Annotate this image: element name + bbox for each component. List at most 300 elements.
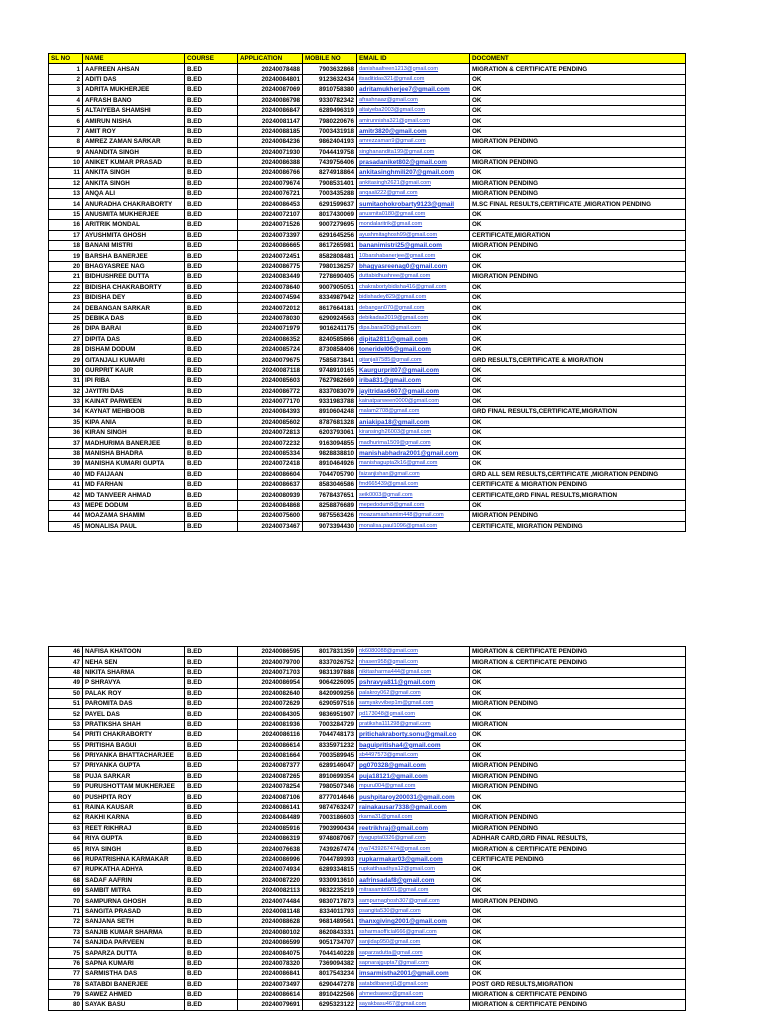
row-sl-no: 67 — [49, 865, 83, 875]
row-application: 20240084801 — [238, 74, 303, 84]
row-sl-no: 58 — [49, 771, 83, 781]
row-email-link[interactable]: aniakipa18@gmail.com — [357, 417, 470, 427]
table-row — [49, 74, 686, 84]
row-email-link[interactable]: ankitasinghmili207@gmail.com — [357, 168, 470, 178]
row-document-status: OK — [470, 750, 686, 760]
row-application: 20240072012 — [238, 303, 303, 313]
row-email-link[interactable]: dipa.barai20@gmail.com — [357, 324, 470, 334]
row-document-status: OK — [470, 324, 686, 334]
row-application: 20240086614 — [238, 740, 303, 750]
row-email-link[interactable]: nk6080088@gmail.com — [357, 647, 470, 657]
table-row — [49, 969, 686, 979]
row-email-link[interactable]: prasadaniket802@gmail.com — [357, 157, 470, 167]
row-document-status: OK — [470, 917, 686, 927]
row-name: DEBANGAN SARKAR — [83, 303, 185, 313]
row-application: 20240073467 — [238, 521, 303, 531]
row-course: B.ED — [185, 230, 238, 240]
row-email-link[interactable]: samyakvvibep1m@gmail.com — [357, 698, 470, 708]
row-application: 20240081148 — [238, 906, 303, 916]
row-course: B.ED — [185, 189, 238, 199]
row-email-link[interactable]: sampurnaghosh307@gmail.com — [357, 896, 470, 906]
row-name: RIYA SINGH — [83, 844, 185, 854]
row-mobile: 6203793061 — [303, 428, 357, 438]
row-course: B.ED — [185, 95, 238, 105]
row-course: B.ED — [185, 750, 238, 760]
row-email-link[interactable]: reetrikhraj@gmail.com — [357, 823, 470, 833]
row-mobile: 9831397888 — [303, 667, 357, 677]
row-sl-no: 22 — [49, 282, 83, 292]
row-mobile: 7044789393 — [303, 854, 357, 864]
row-email-link[interactable]: bananimistri25@gmail.com — [357, 241, 470, 251]
row-email-link[interactable]: ssharmaofficial666@gmail.com — [357, 927, 470, 937]
row-course: B.ED — [185, 480, 238, 490]
row-application: 20240086388 — [238, 157, 303, 167]
row-email-link[interactable]: pritichakraborty.sonu@gmail.co — [357, 730, 470, 740]
row-email-link[interactable]: iriba831@gmail.com — [357, 376, 470, 386]
row-email-link[interactable]: mitrasambit001@gmail.com — [357, 885, 470, 895]
table-row — [49, 958, 686, 968]
row-email-link[interactable]: amirunnisha321@gmail.com — [357, 116, 470, 126]
table-row — [49, 386, 686, 396]
row-mobile: 9681489561 — [303, 917, 357, 927]
row-document-status: MIGRATION PENDING — [470, 813, 686, 823]
row-name: MD FAIJAAN — [83, 469, 185, 479]
row-email-link[interactable]: 10barshabanerjee@gmail.com — [357, 251, 470, 261]
row-document-status: OK — [470, 209, 686, 219]
row-email-link[interactable]: altaiyeba2003@gmail.com — [357, 105, 470, 115]
row-name: ANIKET KUMAR PRASAD — [83, 157, 185, 167]
row-application: 20240077170 — [238, 396, 303, 406]
row-application: 20240086599 — [238, 937, 303, 947]
row-email-link[interactable]: mondalaritrik@gmail.com — [357, 220, 470, 230]
row-name: RUPATRISHNA KARMAKAR — [83, 854, 185, 864]
row-course: B.ED — [185, 209, 238, 219]
row-course: B.ED — [185, 428, 238, 438]
row-document-status: OK — [470, 376, 686, 386]
row-application: 20240086604 — [238, 469, 303, 479]
row-application: 20240087265 — [238, 771, 303, 781]
row-email-link[interactable]: puja18121@gmail.com — [357, 771, 470, 781]
row-sl-no: 69 — [49, 885, 83, 895]
table-row — [49, 937, 686, 947]
row-document-status: MIGRATION & CERTIFICATE PENDING — [470, 647, 686, 657]
row-course: B.ED — [185, 792, 238, 802]
row-sl-no: 28 — [49, 344, 83, 354]
table-row — [49, 64, 686, 74]
row-email-link[interactable]: baguipritisha4@gmail.com — [357, 740, 470, 750]
row-application: 20240076721 — [238, 189, 303, 199]
row-email-link[interactable]: saparzadutta@gmail.com — [357, 948, 470, 958]
row-email-link[interactable]: palakroy062@gmail.com — [357, 688, 470, 698]
row-email-link[interactable]: fmd665439@gmail.com — [357, 480, 470, 490]
row-course: B.ED — [185, 272, 238, 282]
row-mobile: 6289146047 — [303, 761, 357, 771]
row-application: 20240073397 — [238, 230, 303, 240]
row-name: DIPITA DAS — [83, 334, 185, 344]
row-course: B.ED — [185, 365, 238, 375]
header-name: NAME — [83, 54, 185, 64]
row-email-link[interactable]: sb4497573@gmail.com — [357, 750, 470, 760]
row-course: B.ED — [185, 782, 238, 792]
row-application: 20240084075 — [238, 948, 303, 958]
row-mobile: 7903990434 — [303, 823, 357, 833]
row-sl-no: 68 — [49, 875, 83, 885]
row-email-link[interactable]: nhasen958@gmail.com — [357, 657, 470, 667]
row-sl-no: 39 — [49, 459, 83, 469]
table-row — [49, 979, 686, 989]
row-document-status: OK — [470, 948, 686, 958]
row-mobile: 9830717873 — [303, 896, 357, 906]
row-sl-no: 16 — [49, 220, 83, 230]
row-mobile: 8334011793 — [303, 906, 357, 916]
table-row — [49, 189, 686, 199]
row-document-status: MIGRATION & CERTIFICATE PENDING — [470, 64, 686, 74]
row-application: 20240078320 — [238, 958, 303, 968]
row-mobile: 7439267474 — [303, 844, 357, 854]
table-row — [49, 365, 686, 375]
row-document-status: MIGRATION — [470, 719, 686, 729]
row-email-link[interactable]: moazamashamim448@gmail.com — [357, 511, 470, 521]
row-course: B.ED — [185, 885, 238, 895]
row-email-link[interactable]: manishagupta2k16@gmail.com — [357, 459, 470, 469]
row-name: NEHA SEN — [83, 657, 185, 667]
row-document-status: OK — [470, 334, 686, 344]
row-name: ANKITA SINGH — [83, 178, 185, 188]
table-row — [49, 948, 686, 958]
row-sl-no: 7 — [49, 126, 83, 136]
row-course: B.ED — [185, 823, 238, 833]
table-row — [49, 927, 686, 937]
row-mobile: 8910604248 — [303, 407, 357, 417]
row-course: B.ED — [185, 469, 238, 479]
row-name: PAYEL DAS — [83, 709, 185, 719]
row-course: B.ED — [185, 500, 238, 510]
row-email-link[interactable]: pg070328@gmail.com — [357, 761, 470, 771]
table-row — [49, 438, 686, 448]
row-email-link[interactable]: aafrinsadaf8@gmail.com — [357, 875, 470, 885]
table-row — [49, 448, 686, 458]
row-sl-no: 20 — [49, 261, 83, 271]
row-name: GURPRIT KAUR — [83, 365, 185, 375]
row-sl-no: 56 — [49, 750, 83, 760]
table-row — [49, 105, 686, 115]
row-course: B.ED — [185, 678, 238, 688]
row-sl-no: 49 — [49, 678, 83, 688]
row-sl-no: 79 — [49, 989, 83, 999]
row-name: RIYA GUPTA — [83, 834, 185, 844]
row-document-status: OK — [470, 292, 686, 302]
row-sl-no: 45 — [49, 521, 83, 531]
row-email-link[interactable]: sapnarajgupta7@gmail.com — [357, 958, 470, 968]
row-name: ANQA ALI — [83, 189, 185, 199]
row-name: SATABDI BANERJEE — [83, 979, 185, 989]
row-application: 20240081147 — [238, 116, 303, 126]
row-name: PALAK ROY — [83, 688, 185, 698]
row-email-link[interactable]: amitr3820@gmail.com — [357, 126, 470, 136]
row-email-link[interactable]: madhurima1509@gmail.com — [357, 438, 470, 448]
row-document-status: MIGRATION PENDING — [470, 698, 686, 708]
row-email-link[interactable]: jayitridas6607@gmail.com — [357, 386, 470, 396]
row-name: IPI RIBA — [83, 376, 185, 386]
row-email-link[interactable]: bidishadey829@gmail.com — [357, 292, 470, 302]
row-email-link[interactable]: Kaurgurprit07@gmail.com — [357, 365, 470, 375]
row-email-link[interactable]: dipita2811@gmail.com — [357, 334, 470, 344]
row-email-link[interactable]: seik0003@gmail.com — [357, 490, 470, 500]
row-email-link[interactable]: anqaali222@gmail.com — [357, 189, 470, 199]
row-email-link[interactable]: itsaditidas321@gmail.com — [357, 74, 470, 84]
row-email-link[interactable]: tonerideI06@gmail.com — [357, 344, 470, 354]
row-course: B.ED — [185, 667, 238, 677]
row-sl-no: 34 — [49, 407, 83, 417]
table-row — [49, 698, 686, 708]
row-mobile: 8334987942 — [303, 292, 357, 302]
row-application: 20240079675 — [238, 355, 303, 365]
table-row — [49, 407, 686, 417]
row-email-link[interactable]: mepedodum8@gmail.com — [357, 500, 470, 510]
table-row — [49, 324, 686, 334]
row-mobile: 7044748173 — [303, 730, 357, 740]
row-email-link[interactable]: psangita530@gmail.com — [357, 906, 470, 916]
row-name: NIKITA SHARMA — [83, 667, 185, 677]
row-document-status: OK — [470, 251, 686, 261]
row-course: B.ED — [185, 917, 238, 927]
row-course: B.ED — [185, 1000, 238, 1010]
row-course: B.ED — [185, 220, 238, 230]
header-document: DOCOMENT — [470, 54, 686, 64]
row-application: 20240072232 — [238, 438, 303, 448]
row-application: 20240086614 — [238, 989, 303, 999]
row-application: 20240086352 — [238, 334, 303, 344]
row-mobile: 9007905051 — [303, 282, 357, 292]
row-course: B.ED — [185, 116, 238, 126]
row-email-link[interactable]: singhanandita199@gmail.com — [357, 147, 470, 157]
row-application: 20240082113 — [238, 885, 303, 895]
row-email-link[interactable]: pd173048@gmail.com — [357, 709, 470, 719]
row-mobile: 6290924563 — [303, 313, 357, 323]
row-application: 20240080102 — [238, 927, 303, 937]
row-email-link[interactable]: thanxgiving2001@gmail.com — [357, 917, 470, 927]
table-row — [49, 459, 686, 469]
row-course: B.ED — [185, 157, 238, 167]
row-email-link[interactable]: rkarna31@gmail.com — [357, 813, 470, 823]
row-sl-no: 42 — [49, 490, 83, 500]
row-email-link[interactable]: duttabidhushree@gmail.com — [357, 272, 470, 282]
row-document-status: MIGRATION & CERTIFICATE PENDING — [470, 989, 686, 999]
row-mobile: 9016241175 — [303, 324, 357, 334]
row-document-status: OK — [470, 875, 686, 885]
row-email-link[interactable]: faizanjishan@gmail.com — [357, 469, 470, 479]
row-name: MOAZAMA SHAMIM — [83, 511, 185, 521]
row-application: 20240085916 — [238, 823, 303, 833]
table-row — [49, 771, 686, 781]
table-row — [49, 396, 686, 406]
row-mobile: 7678437651 — [303, 490, 357, 500]
row-sl-no: 75 — [49, 948, 83, 958]
row-email-link[interactable]: pshravya811@gmail.com — [357, 678, 470, 688]
row-email-link[interactable]: gitanjali7585@gmail.com — [357, 355, 470, 365]
row-sl-no: 19 — [49, 251, 83, 261]
row-email-link[interactable]: amrezzaman9@gmail.com — [357, 137, 470, 147]
row-application: 20240072629 — [238, 698, 303, 708]
header-row — [49, 54, 686, 64]
row-document-status: OK — [470, 885, 686, 895]
table-row — [49, 844, 686, 854]
row-mobile: 7369094382 — [303, 958, 357, 968]
row-email-link[interactable]: mpuru004@gmail.com — [357, 782, 470, 792]
row-document-status: OK — [470, 126, 686, 136]
row-email-link[interactable]: riya7439267474@gmail.com — [357, 844, 470, 854]
row-name: JAYITRI DAS — [83, 386, 185, 396]
row-document-status: OK — [470, 865, 686, 875]
row-name: ANANDITA SINGH — [83, 147, 185, 157]
row-application: 20240086775 — [238, 261, 303, 271]
row-email-link[interactable]: kainatparween0000@gmail.com — [357, 396, 470, 406]
row-document-status: OK — [470, 927, 686, 937]
row-email-link[interactable]: riyagupta0326@gmail.com — [357, 834, 470, 844]
row-course: B.ED — [185, 344, 238, 354]
table-row — [49, 126, 686, 136]
row-sl-no: 76 — [49, 958, 83, 968]
row-email-link[interactable]: monalisa.paul1096@gmail.com — [357, 521, 470, 531]
row-document-status: MIGRATION PENDING — [470, 511, 686, 521]
row-email-link[interactable]: anusmita0180@gmail.com — [357, 209, 470, 219]
row-mobile: 9862404193 — [303, 137, 357, 147]
row-email-link[interactable]: bhagyasreenag0@gmail.com — [357, 261, 470, 271]
row-document-status: OK — [470, 220, 686, 230]
table-row — [49, 272, 686, 282]
row-email-link[interactable]: afrashnaaz@gmail.com — [357, 95, 470, 105]
row-course: B.ED — [185, 958, 238, 968]
row-email-link[interactable]: pushpitaroy200031@gmail.com — [357, 792, 470, 802]
row-sl-no: 21 — [49, 272, 83, 282]
row-application: 20240086841 — [238, 969, 303, 979]
row-sl-no: 33 — [49, 396, 83, 406]
row-document-status: OK — [470, 802, 686, 812]
row-course: B.ED — [185, 282, 238, 292]
table-row — [49, 750, 686, 760]
row-document-status: CERTIFICATE,GRD FINAL RESULTS,MIGRATION — [470, 490, 686, 500]
row-email-link[interactable]: debangan070@gmail.com — [357, 303, 470, 313]
row-sl-no: 53 — [49, 719, 83, 729]
row-document-status: OK — [470, 396, 686, 406]
row-mobile: 9330913610 — [303, 875, 357, 885]
row-email-link[interactable]: pratiksha111298@gmail.com — [357, 719, 470, 729]
table-row — [49, 261, 686, 271]
row-application: 20240088628 — [238, 917, 303, 927]
table-row — [49, 688, 686, 698]
row-email-link[interactable]: sumitaohokrobarty9123@gmail — [357, 199, 470, 209]
table-row — [49, 667, 686, 677]
row-name: AYUSHMITA GHOSH — [83, 230, 185, 240]
row-sl-no: 71 — [49, 906, 83, 916]
row-application: 20240075600 — [238, 511, 303, 521]
row-email-link[interactable]: rainakausar7338@gmail.com — [357, 802, 470, 812]
row-document-status: OK — [470, 74, 686, 84]
student-table-part-1 — [48, 53, 686, 532]
table-row — [49, 657, 686, 667]
row-application: 20240078488 — [238, 64, 303, 74]
row-email-link[interactable]: manishabhadra2001@gmail.com — [357, 448, 470, 458]
row-document-status: CERTIFICATE & MIGRATION PENDING — [470, 480, 686, 490]
row-sl-no: 1 — [49, 64, 83, 74]
row-name: KAYNAT MEHBOOB — [83, 407, 185, 417]
row-mobile: 6289334815 — [303, 865, 357, 875]
row-email-link[interactable]: ayushmitaghosh99@gmail.com — [357, 230, 470, 240]
row-email-link[interactable]: satabdibanerji1@gmail.com — [357, 979, 470, 989]
row-name: MD FARHAN — [83, 480, 185, 490]
row-email-link[interactable]: danishaafreen1213@gmail.com — [357, 64, 470, 74]
row-application: 20240072451 — [238, 251, 303, 261]
row-application: 20240086637 — [238, 480, 303, 490]
row-document-status: OK — [470, 85, 686, 95]
row-mobile: 8730858406 — [303, 344, 357, 354]
row-application: 20240085603 — [238, 376, 303, 386]
row-mobile: 8420909256 — [303, 688, 357, 698]
row-email-link[interactable]: sanjidap950@gmail.com — [357, 937, 470, 947]
row-email-link[interactable]: chakrabortybidisha416@gmail.com — [357, 282, 470, 292]
row-mobile: 9748910165 — [303, 365, 357, 375]
row-application: 20240081664 — [238, 750, 303, 760]
table-row — [49, 906, 686, 916]
row-sl-no: 52 — [49, 709, 83, 719]
row-mobile: 6291645256 — [303, 230, 357, 240]
row-name: KAINAT PARWEEN — [83, 396, 185, 406]
row-email-link[interactable]: rupkatthaadhya12@gmail.com — [357, 865, 470, 875]
row-application: 20240087220 — [238, 875, 303, 885]
row-document-status: GRD FINAL RESULTS,CERTIFICATE,MIGRATION — [470, 407, 686, 417]
row-mobile: 9331983788 — [303, 396, 357, 406]
row-mobile: 8240585866 — [303, 334, 357, 344]
row-email-link[interactable]: nikitasharma444@gmail.com — [357, 667, 470, 677]
row-sl-no: 38 — [49, 448, 83, 458]
row-mobile: 6290447278 — [303, 979, 357, 989]
row-email-link[interactable]: sayakbasu467@gmail.com — [357, 1000, 470, 1010]
row-email-link[interactable]: adritamukherjee7@gmail.com — [357, 85, 470, 95]
row-application: 20240072107 — [238, 209, 303, 219]
row-mobile: 7903632868 — [303, 64, 357, 74]
row-email-link[interactable]: malam2708@gmail.com — [357, 407, 470, 417]
table-row — [49, 834, 686, 844]
row-course: B.ED — [185, 292, 238, 302]
table-row — [49, 116, 686, 126]
row-document-status: OK — [470, 116, 686, 126]
row-sl-no: 27 — [49, 334, 83, 344]
row-mobile: 8258876689 — [303, 500, 357, 510]
row-application: 20240072813 — [238, 428, 303, 438]
row-name: PRIYANKA GUPTA — [83, 761, 185, 771]
row-name: ALTAIYEBA SHAMSHI — [83, 105, 185, 115]
table-row — [49, 802, 686, 812]
table-row — [49, 490, 686, 500]
row-email-link[interactable]: imsarmistha2001@gmail.com — [357, 969, 470, 979]
row-email-link[interactable]: ahmedsawez@gmail.com — [357, 989, 470, 999]
row-document-status: OK — [470, 344, 686, 354]
row-email-link[interactable]: rupkarmakar03@gmail.com — [357, 854, 470, 864]
row-course: B.ED — [185, 376, 238, 386]
row-sl-no: 5 — [49, 105, 83, 115]
row-sl-no: 9 — [49, 147, 83, 157]
row-course: B.ED — [185, 927, 238, 937]
row-email-link[interactable]: ankitasingh2621@gmail.com — [357, 178, 470, 188]
row-document-status: MIGRATION PENDING — [470, 771, 686, 781]
row-application: 20240079674 — [238, 178, 303, 188]
row-document-status: MIGRATION PENDING — [470, 178, 686, 188]
table-row — [49, 137, 686, 147]
row-email-link[interactable]: kiransingh26003@gmail.com — [357, 428, 470, 438]
row-mobile: 8017543234 — [303, 969, 357, 979]
row-email-link[interactable]: debikadas2019@gmail.com — [357, 313, 470, 323]
row-course: B.ED — [185, 802, 238, 812]
